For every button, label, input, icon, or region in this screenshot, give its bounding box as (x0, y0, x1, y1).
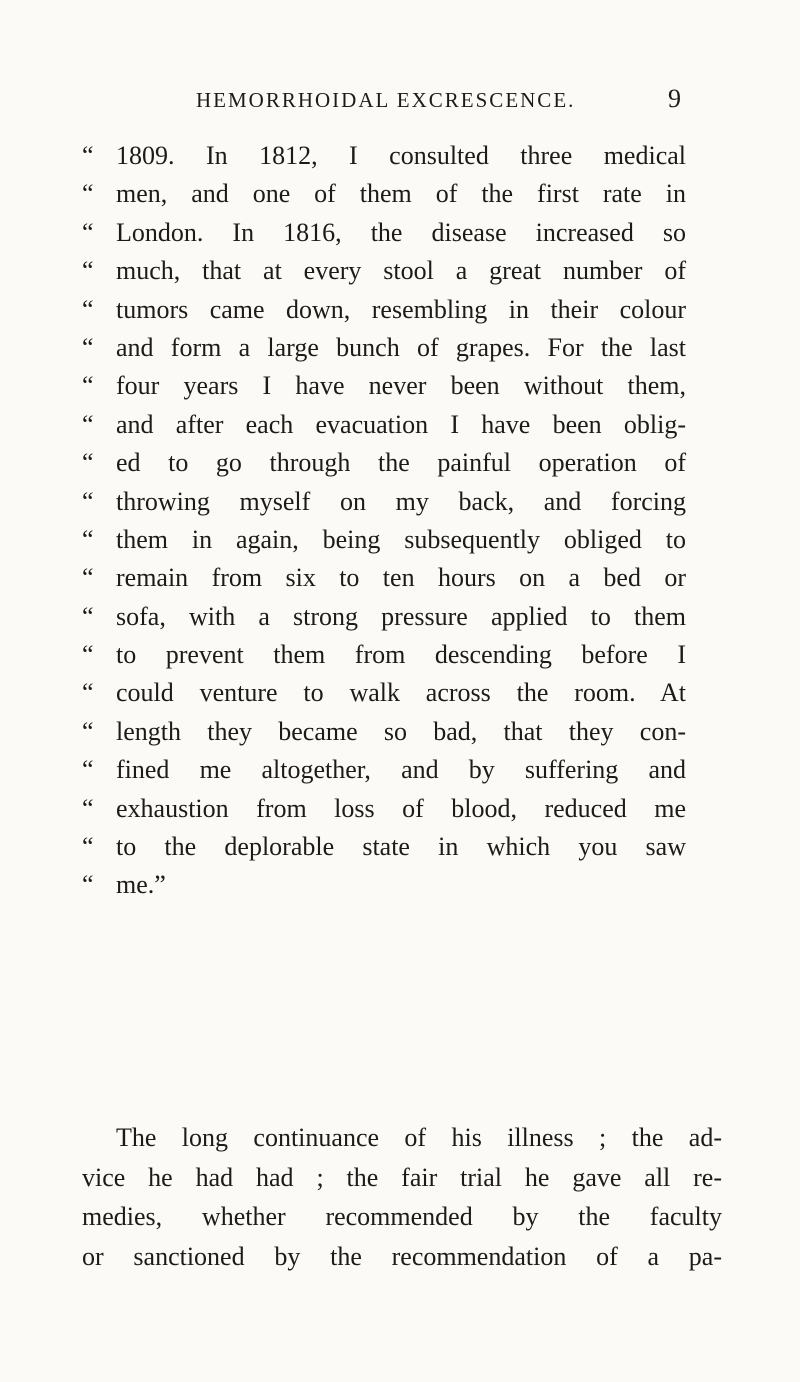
quote-line-text: length they became so bad, that they con- (116, 716, 686, 746)
quote-line-text: sofa, with a strong pressure applied to them (116, 601, 686, 631)
quote-line (82, 636, 722, 674)
paragraph-line: The long continuance of his illness ; the ad- (116, 1123, 722, 1152)
open-quote-mark: “ (82, 179, 94, 209)
quote-line-text: London. In 1816, the disease increased so (116, 217, 686, 247)
quote-line-text: ed to go through the painful operation of (116, 448, 686, 478)
quote-line (82, 828, 722, 866)
body-paragraph (82, 1118, 722, 1276)
open-quote-mark: “ (82, 601, 94, 631)
quote-line-text: throwing myself on my back, and forcing (116, 486, 686, 516)
open-quote-mark: “ (82, 793, 94, 823)
quote-line (82, 406, 722, 444)
quote-line-text: and after each evacuation I have been oblig- (116, 409, 686, 439)
open-quote-mark: “ (82, 141, 94, 170)
quote-line (82, 559, 722, 597)
quote-line-text: fined me altogether, and by suffering and (116, 755, 686, 785)
paragraph-line: vice he had had ; the fair trial he gave all re- (82, 1162, 722, 1192)
paragraph-line: or sanctioned by the recommendation of a pa- (82, 1241, 722, 1271)
quote-line (82, 329, 722, 367)
open-quote-mark: “ (82, 217, 94, 247)
open-quote-mark: “ (82, 409, 94, 439)
quote-line (82, 367, 722, 405)
open-quote-mark: “ (82, 716, 94, 746)
open-quote-mark: “ (82, 371, 94, 401)
quote-line (82, 866, 722, 904)
quote-line (82, 444, 722, 482)
quote-line-text: could venture to walk across the room. At (116, 678, 686, 708)
quote-line (82, 713, 722, 751)
quote-line-text: men, and one of them of the first rate in (116, 179, 686, 209)
quote-line (82, 483, 722, 521)
quote-line (82, 521, 722, 559)
quote-line-text: tumors came down, resembling in their colour (116, 294, 686, 324)
quote-line-text: 1809. In 1812, I consulted three medical (116, 141, 686, 170)
quote-line-text: and form a large bunch of grapes. For the last (116, 332, 686, 362)
quote-line-text: me.” (116, 870, 166, 900)
open-quote-mark: “ (82, 332, 94, 362)
quote-line (82, 751, 722, 789)
open-quote-mark: “ (82, 448, 94, 478)
open-quote-mark: “ (82, 832, 94, 862)
open-quote-mark: “ (82, 563, 94, 593)
quote-line (82, 790, 722, 828)
quote-line-text: to prevent them from descending before I (116, 640, 686, 670)
open-quote-mark: “ (82, 640, 94, 670)
quote-line-text: four years I have never been without them, (116, 371, 686, 401)
quote-line (82, 137, 722, 175)
quote-line (82, 291, 722, 329)
quote-line (82, 252, 722, 290)
running-head: HEMORRHOIDAL EXCRESCENCE. (196, 88, 576, 112)
paragraph-line: medies, whether recommended by the faculty (82, 1202, 722, 1231)
quote-line-text: much, that at every stool a great number of (116, 256, 686, 286)
quote-line-text: them in again, being subsequently obliged to (116, 524, 686, 554)
open-quote-mark: “ (82, 870, 94, 900)
quote-line (82, 598, 722, 636)
open-quote-mark: “ (82, 524, 94, 554)
quote-line-text: remain from six to ten hours on a bed or (116, 563, 686, 593)
quote-line (82, 214, 722, 252)
page-number: 9 (668, 84, 681, 113)
quoted-letter (82, 137, 722, 905)
quote-line-text: to the deplorable state in which you saw (116, 832, 686, 862)
open-quote-mark: “ (82, 294, 94, 324)
quote-line (82, 674, 722, 712)
open-quote-mark: “ (82, 486, 94, 516)
quote-line (82, 175, 722, 213)
open-quote-mark: “ (82, 678, 94, 708)
open-quote-mark: “ (82, 256, 94, 286)
quote-line-text: exhaustion from loss of blood, reduced me (116, 793, 686, 823)
open-quote-mark: “ (82, 755, 94, 785)
